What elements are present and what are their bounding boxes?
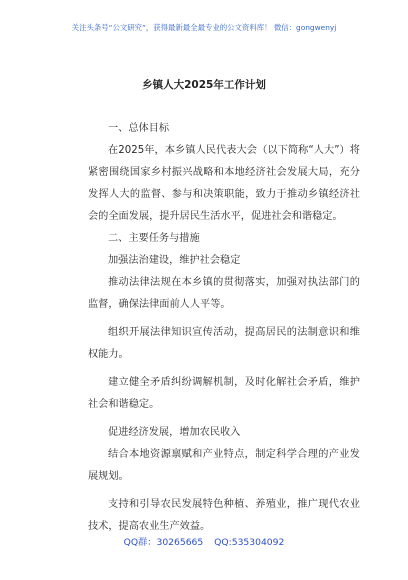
paragraph: 在2025年，本乡镇人民代表大会（以下简称“人大”）将紧密围绕国家乡村振兴战略和本地经济社会发展大局，充分发挥人大的监督、参与和决策职能，致力于推动乡镇经济社会的全面发展，提升居民生活水平，促进社会和谐稳定。 (88, 145, 360, 222)
paragraph: 推动法律法规在本乡镇的贯彻落实，加强对执法部门的监督，确保法律面前人人平等。 (88, 277, 360, 310)
paragraph: 组织开展法律知识宣传活动，提高居民的法制意识和维权能力。 (88, 327, 360, 360)
section-heading: 二、主要任务与措施 (108, 233, 200, 244)
subheading: 加强法治建设，维护社会稳定 (108, 255, 241, 266)
qq-number: QQ:535304092 (214, 537, 285, 548)
paragraph: 支持和引导农民发展特色种植、养殖业，推广现代农业技术，提高农业生产效益。 (88, 499, 360, 532)
subheading: 促进经济发展，增加农民收入 (108, 427, 241, 438)
document-title: 乡镇人大2025年工作计划 (142, 79, 266, 91)
paragraph: 建立健全矛盾纠纷调解机制，及时化解社会矛盾，维护社会和谐稳定。 (88, 377, 360, 410)
contact-footer (0, 534, 408, 548)
document-body (88, 118, 360, 538)
promo-banner: 关注头条号“公文研究”，获得最新最全最专业的公文资料库！ 微信：gongwenyj (71, 23, 337, 32)
paragraph: 结合本地资源禀赋和产业特点，制定科学合理的产业发展规划。 (88, 449, 360, 482)
section-heading: 一、总体目标 (108, 123, 170, 134)
qq-group-number: QQ群：30265665 (123, 537, 204, 548)
